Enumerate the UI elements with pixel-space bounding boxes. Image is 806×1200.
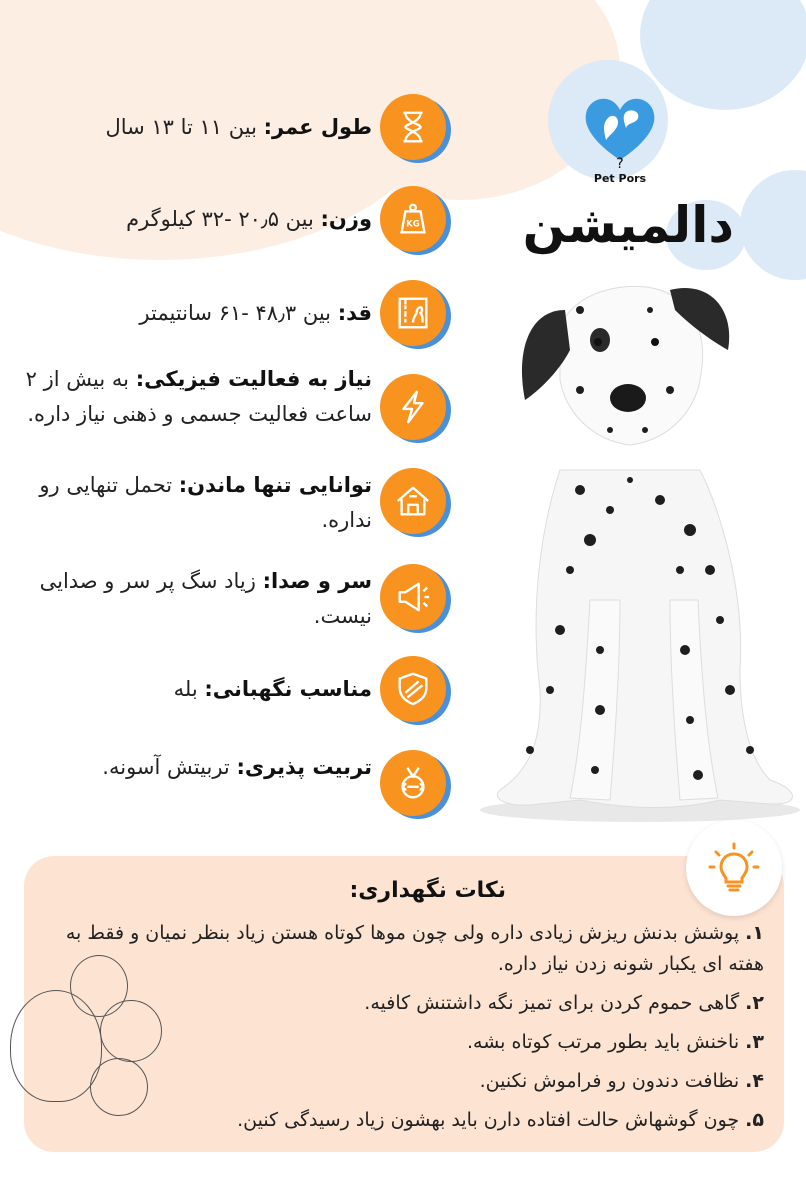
paw-decoration	[740, 170, 806, 280]
brand-logo	[580, 88, 660, 188]
trait-label: قد:	[337, 301, 372, 325]
lightning-icon	[380, 374, 446, 440]
list-item	[44, 988, 764, 1019]
logo-text: Pet Pors	[593, 172, 647, 185]
trait-value: بین ۴۸٫۳ -۶۱ سانتیمتر	[139, 301, 338, 325]
dalmatian-dog-image	[470, 270, 806, 830]
note-text: پوشش بدنش ریزش زیادی داره ولی چون موها کوتاه هستن زیاد بنظر نمیان و فقط به هفته ای یکبار شونه زدن نیاز داره.	[65, 922, 764, 975]
note-text: ناخنش باید بطور مرتب کوتاه بشه.	[466, 1031, 746, 1053]
note-text: گاهی حموم کردن برای تمیز نگه داشتنش کافیه.	[364, 992, 746, 1014]
trait-label: وزن:	[320, 207, 372, 231]
notes-list	[44, 918, 764, 1144]
light-bulb-icon	[686, 820, 782, 916]
trait-value: بین ۱۱ تا ۱۳ سال	[105, 115, 264, 139]
trait-value: بله	[173, 677, 205, 701]
paw-decoration	[640, 0, 806, 110]
trait-label: طول عمر:	[263, 115, 372, 139]
svg-text:KG: KG	[406, 219, 420, 230]
height-ruler-icon	[380, 280, 446, 346]
hourglass-icon	[380, 94, 446, 160]
dog-house-icon	[380, 468, 446, 534]
note-number: ۵.	[745, 1109, 764, 1131]
trait-label: سر و صدا:	[262, 569, 372, 593]
list-item	[44, 918, 764, 980]
trait-value: بین ۲۰٫۵ -۳۲ کیلوگرم	[126, 207, 321, 231]
trait-value: تربیتش آسونه.	[102, 755, 237, 779]
note-number: ۲.	[745, 992, 764, 1014]
shield-icon	[380, 656, 446, 722]
notes-title: نکات نگهداری:	[349, 878, 506, 903]
note-number: ۴.	[745, 1070, 764, 1092]
loudspeaker-icon	[380, 564, 446, 630]
note-number: ۱.	[745, 922, 764, 944]
medal-bone-icon	[380, 750, 446, 816]
heart-pet-icon	[580, 88, 660, 168]
trait-label: تربیت پذیری:	[236, 755, 372, 779]
svg-text:?: ?	[616, 156, 624, 168]
list-item	[44, 1027, 764, 1058]
list-item	[44, 1066, 764, 1097]
trait-label: مناسب نگهبانی:	[204, 677, 372, 701]
trait-value: تحمل تنهایی رو نداره.	[39, 473, 372, 532]
trait-value: زیاد سگ پر سر و صدایی نیست.	[39, 569, 372, 628]
page-title: دالمیشن	[522, 196, 734, 254]
note-text: چون گوشهاش حالت افتاده دارن باید بهشون زیاد رسیدگی کنین.	[237, 1109, 746, 1131]
weight-kg-icon	[380, 186, 446, 252]
note-number: ۳.	[745, 1031, 764, 1053]
list-item	[44, 1105, 764, 1136]
note-text: نظافت دندون رو فراموش نکنین.	[479, 1070, 746, 1092]
trait-value: به بیش از ۲ ساعت فعالیت جسمی و ذهنی نیاز داره.	[25, 367, 372, 426]
trait-label: نیاز به فعالیت فیزیکی:	[135, 367, 372, 391]
trait-label: توانایی تنها ماندن:	[178, 473, 372, 497]
